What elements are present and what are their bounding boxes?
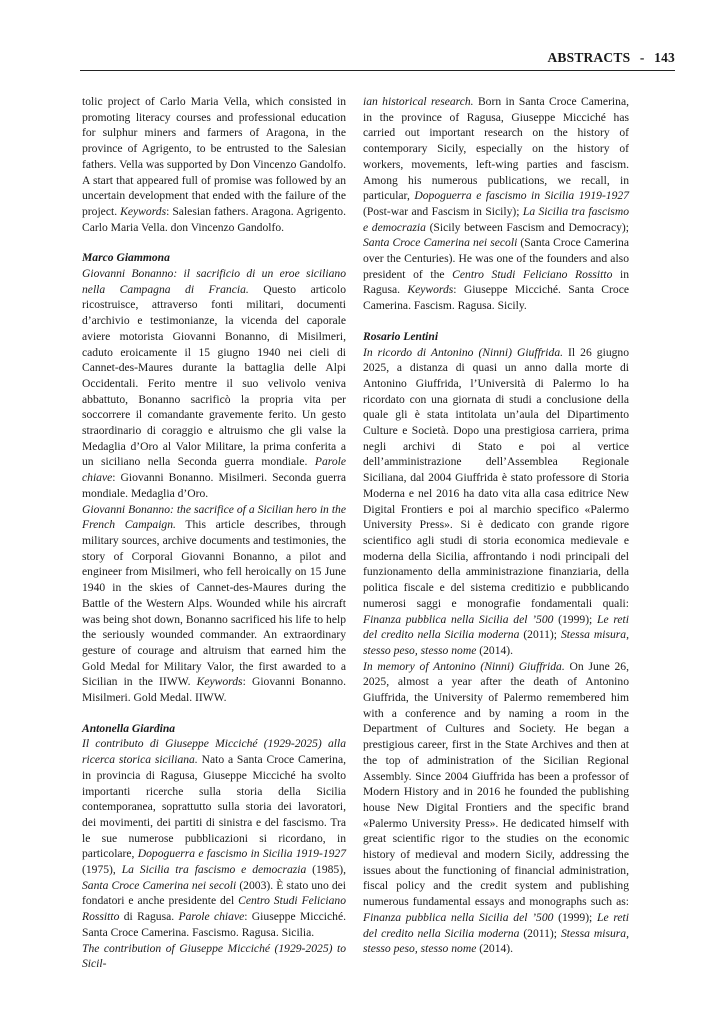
body-text: (2011); <box>519 926 561 940</box>
italic-text: In memory of Antonino (Ninni) Giuffrida. <box>363 659 565 673</box>
italic-text: Santa Croce Camerina nei secoli <box>363 236 518 250</box>
italic-text: Stessa misura, stesso peso, stesso nome <box>363 628 630 657</box>
abstract-section-vella <box>82 94 346 235</box>
body-text: (1985), <box>306 863 346 877</box>
header-separator: - <box>639 50 645 65</box>
body-text: (2003). È stato uno dei fondatori e anche presidente del <box>82 878 346 908</box>
body-text: This article describes, through military sources, archive documents and testimonies, the story of Corporal Giovanni Bonanno, a pilot and engineer from Misilmeri, who fell heroically on 15 June 1940 in the skies of Cannet-des-Maures during the Battle of the Western Alps. Wounded while his aircraft was being shot down, Bonanno sacrificed his life to help the seriously wounded commander. An extraordinary gesture of courage and altruism that earned him the Gold Medal for Military Valor, the first awarded to a Sicilian in the IIWW. <box>82 518 346 689</box>
italic-text: Centro Studi Feliciano Rossitto <box>452 267 613 281</box>
abstract-paragraph <box>363 659 629 957</box>
body-text: di Ragusa. <box>119 910 179 924</box>
italic-text: Dopoguerra e fascismo in Sicilia 1919-1927 <box>414 189 629 203</box>
italic-text: Parole chiave <box>82 455 346 485</box>
italic-text: Le reti del credito nella Sicilia moderna <box>363 612 629 642</box>
italic-text: La Sicilia tra fascismo e democrazia <box>121 863 307 877</box>
body-text: in Ragusa. <box>363 267 630 297</box>
abstract-section-giardina-cont <box>363 94 629 314</box>
italic-text: Giovanni Bonanno: il sacrificio di un eroe siciliano nella Campagna di Francia. <box>82 267 346 296</box>
running-header-text <box>547 50 675 66</box>
abstract-paragraph <box>82 266 346 502</box>
italic-text: Finanza pubblica nella Sicilia del ’500 <box>363 612 554 626</box>
body-text: Nato a Santa Croce Camerina, in provincia di Ragusa, Giuseppe Micciché ha svolto importanti ricerche sulla storia della Sicilia contemporanea, soprattutto sulla storia dei lavoratori, dei movimenti, dei partiti di sinistra e del fascismo. Tra le sue numerose pubblicazioni si ricordano, in particolare, <box>82 753 346 861</box>
abstract-paragraph <box>82 941 346 972</box>
header-rule <box>80 70 675 71</box>
abstract-paragraph <box>363 345 629 659</box>
body-text: (2011); <box>519 628 561 642</box>
italic-text: Dopoguerra e fascismo in Sicilia 1919-1927 <box>137 847 347 861</box>
body-text: Born in Santa Croce Camerina, in the province of Ragusa, Giuseppe Micciché has carried out important research on the history of contemporary Sicily, especially on the history of workers, movements, left-wing parties and fascism. Among his numerous publications, we recall, in particular, <box>363 95 629 203</box>
abstract-section-giardina <box>82 721 346 972</box>
abstract-paragraph <box>82 94 346 235</box>
running-header <box>80 50 675 70</box>
author-name: Rosario Lentini <box>363 329 439 343</box>
body-text: (Sicily between Fascism and Democracy); <box>425 220 629 234</box>
italic-text: Stessa misura, stesso peso, stesso nome <box>363 926 630 956</box>
abstract-section-lentini <box>363 329 629 957</box>
body-text: (2014). <box>476 643 514 657</box>
italic-text: In ricordo di Antonino (Ninni) Giuffrida. <box>363 345 564 359</box>
abstract-paragraph <box>82 502 346 706</box>
italic-text: Finanza pubblica nella Sicilia del ’500 <box>363 910 554 924</box>
italic-text: ian historical research. <box>363 95 474 108</box>
body-text: : Giovanni Bonanno. Misilmeri. Seconda guerra mondiale. Medaglia d’Oro. <box>82 471 346 500</box>
italic-text: Giovanni Bonanno: the sacrifice of a Sicilian hero in the French Campaign. <box>82 502 346 532</box>
body-text: : Salesian fathers. Aragona. Agrigento. Carlo Maria Vella. don Vincenzo Gandolfo. <box>82 204 346 234</box>
author-name: Antonella Giardina <box>82 721 176 735</box>
italic-text: Centro Studi Feliciano Rossitto <box>82 894 346 924</box>
left-column <box>82 94 346 972</box>
body-text: (Post-war and Fascism in Sicily); <box>363 204 523 218</box>
body-text: Il 26 giugno 2025, a distanza di quasi un anno dalla morte di Antonino Giuffrida, l’Università di Palermo lo ha ricordato con una giornata di studi a conclusione della quale gli è stata intitolata un’aula del Dipartimento Culture e Società. Dopo una prestigiosa carriera, prima negli archivi di Stato e poi al vertice dell’amministrazione dell’Assemblea Regionale Siciliana, dal 2004 Giuffrida è stato professore di Storia Moderna e nel 2016 ha dato vita alla casa editrice New Digital Frontiers e poi al marchio specifico «Palermo University Press». Si è dedicato con grande rigore scientifico agli studi di storia economica medievale e moderna della Sicilia, affrontando i nodi principali del funzionamento della amministrazione finanziaria, della politica fiscale e del sistema creditizio e pubblicando numerosi saggi e monografie fondamentali quali: <box>363 345 630 610</box>
body-text: (1975), <box>82 863 122 877</box>
right-column <box>363 94 629 957</box>
abstract-paragraph <box>363 94 629 314</box>
italic-text: Il contributo di Giuseppe Micciché (1929-2025) alla ricerca storica siciliana. <box>82 737 346 767</box>
abstract-section-giammona <box>82 250 346 705</box>
italic-text: La Sicilia tra fascismo e democrazia <box>363 204 629 234</box>
body-text: Questo articolo ricostruisce, attraverso fonti militari, documenti d’archivio e testimonianze, la vicenda del caporale aviere motorista Giovanni Bonanno, di Misilmeri, caduto eroicamente il 15 giugno 1940 nei cieli di Cannet-des-Maures durante la battaglia delle Alpi Occidentali. Ferito mentre il suo velivolo veniva abbattuto, Bonanno sacrificò la propria vita per soccorrere il comandante gravemente ferito. Un gesto straordinario di coraggio e altruismo che gli valse la Medaglia d’Oro al Valor Militare, la prima conferita a un siciliano nella Seconda guerra mondiale. <box>82 282 346 469</box>
italic-text: Parole chiave <box>178 910 245 924</box>
section-title: ABSTRACTS <box>547 50 631 65</box>
italic-text: Keywords <box>196 675 243 689</box>
body-text: (1999); <box>553 910 597 924</box>
italic-text: The contribution of Giuseppe Micciché (1929-2025) to Sicil- <box>82 941 346 971</box>
page-number: 143 <box>654 50 675 65</box>
body-text: On June 26, 2025, almost a year after the death of Antonino Giuffrida, the University of Palermo remembered him with a conference and by naming a room in the Department of Cultures and Society. He began a prestigious career, first in the State Archives and then at the top of administration of the Sicilian Regional Assembly. Since 2004 Giuffrida has been a professor of Modern History and in 2016 he founded the publishing house New Digital Frontiers and the specific brand «Palermo University Press». He dedicated himself with great scientific rigor to the studies on the economic history of medieval and modern Sicily, addressing the issues about the functioning of financial administration, fiscal policy and the credit system and publishing numerous fundamental essays and monographs such as: <box>363 659 629 909</box>
body-text: (2014). <box>476 942 514 956</box>
italic-text: Keywords <box>120 204 167 218</box>
abstract-paragraph <box>82 736 346 940</box>
body-text: tolic project of Carlo Maria Vella, which consisted in promoting literacy courses and professional education for sulphur miners and farmers of Aragona, in the province of Agrigento, to be entrusted to the Salesian fathers. Vella was supported by Don Vincenzo Gandolfo. A start that appeared full of promise was followed by an uncertain development that ended with the failure of the project. <box>82 95 346 218</box>
author-name: Marco Giammona <box>82 251 170 265</box>
italic-text: Keywords <box>407 283 454 297</box>
italic-text: Le reti del credito nella Sicilia moderna <box>363 910 629 940</box>
body-text: (Santa Croce Camerina over the Centuries). He was one of the founders and also president of the <box>363 236 629 281</box>
body-text: : Giovanni Bonanno. Misilmeri. Gold Medal. IIWW. <box>82 675 346 705</box>
body-text: : Giuseppe Micciché. Santa Croce Camerina. Fascismo. Ragusa. Sicilia. <box>82 910 346 939</box>
body-text: (1999); <box>553 612 597 626</box>
body-text: : Giuseppe Micciché. Santa Croce Camerina. Fascism. Ragusa. Sicily. <box>363 283 629 313</box>
italic-text: Santa Croce Camerina nei secoli <box>82 878 237 892</box>
